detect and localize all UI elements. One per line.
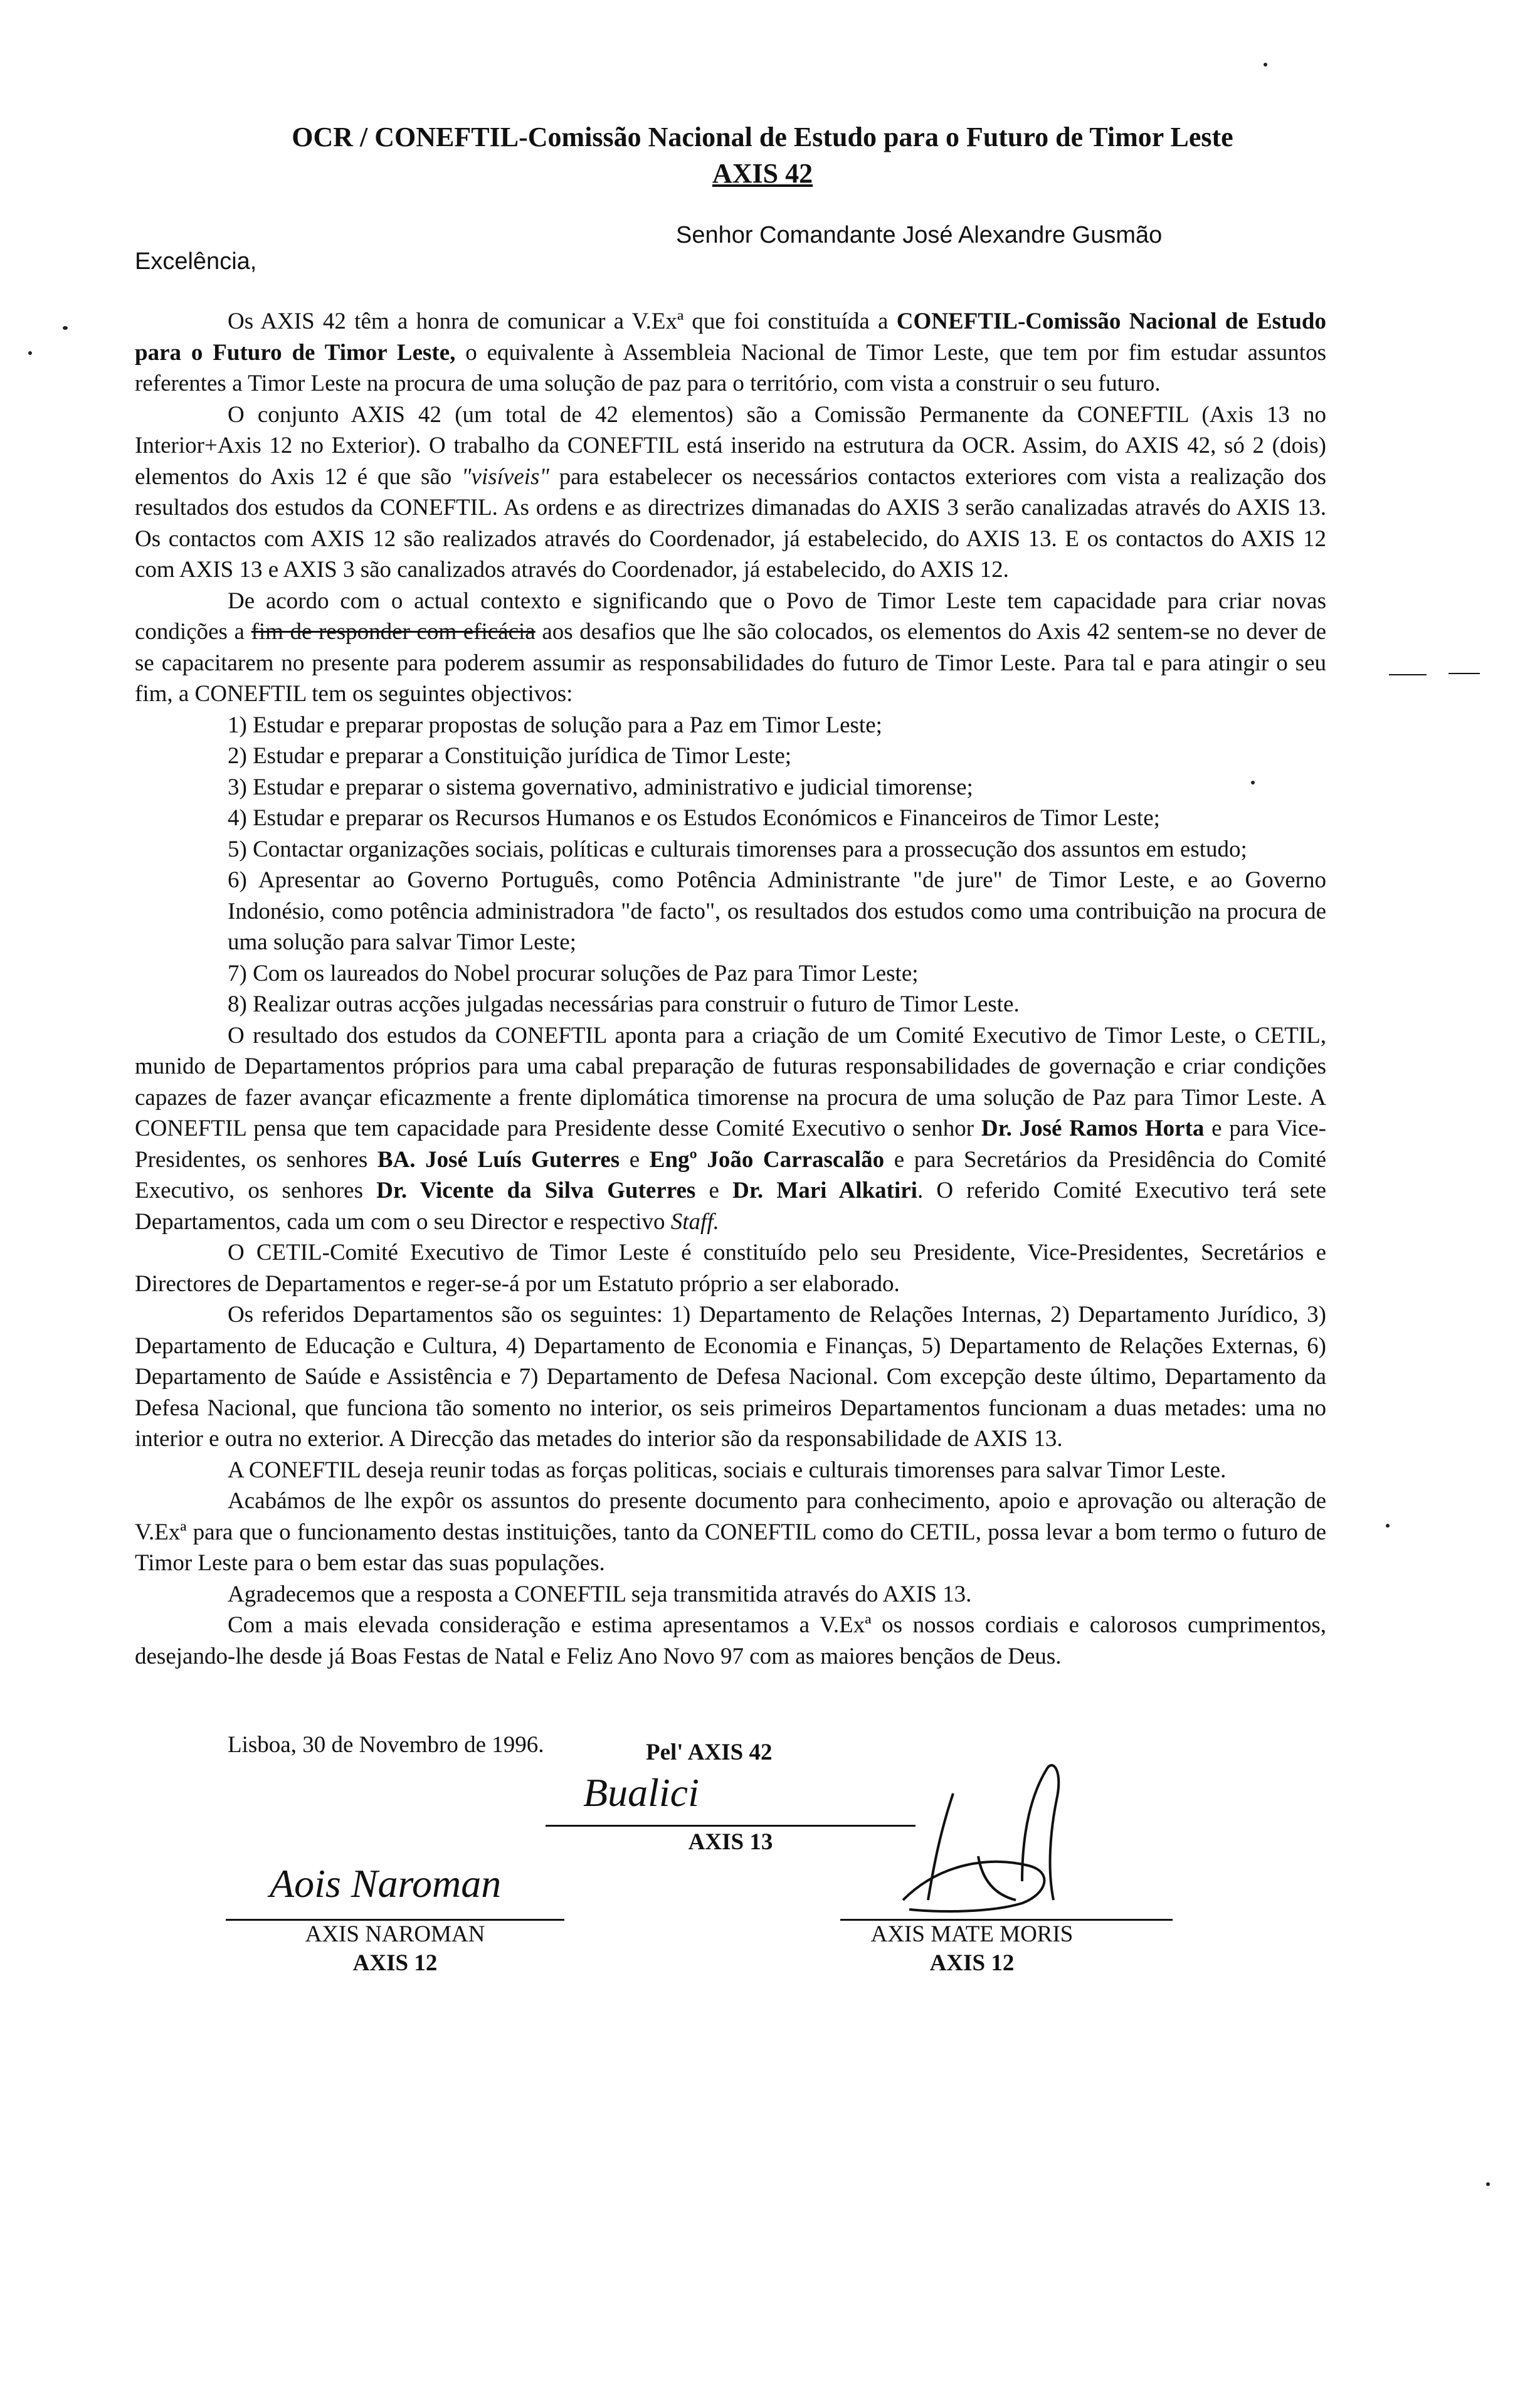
signature-naroman-script: Aois Naroman [270,1861,502,1906]
p2-visible-italic: "visíveis" [461,463,549,490]
sig-center-label: AXIS 13 [688,1829,773,1855]
p4-name-horta: Dr. José Ramos Horta [981,1116,1205,1141]
p4-text-f: . O referido Comité Executivo terá sete Departamentos, cada um com o seu Director e respectivo [135,1178,1327,1235]
objective-item: 2) Estudar e preparar a Constituição jurídica de Timor Leste; [228,743,792,769]
p4-text-c: e [629,1146,640,1173]
paragraph-7: A CONEFTIL deseja reunir todas as forças politicas, sociais e culturais timorenses para salvar Timor Leste. [228,1457,1227,1483]
signature-naroman [270,1856,583,1913]
p4-text-b: e para Vice-Presidentes, os senhores [135,1116,1326,1173]
p2-text-a: O conjunto AXIS 42 (um total de 42 elementos) são a Comissão Permanente da CONEFTIL (Axis 13 no Interior+Axis 12 no Exterior). O trabalho da CONEFTIL está inserido na estrutura da OCR. Assim, do AXIS 42, só 2 (dois) elementos do Axis 12 é que são [135,401,1326,490]
scan-speck [28,351,32,355]
p1-text-c: o equivalente à Assembleia Nacional de Timor Leste, que tem por fim estudar assuntos referentes a Timor Leste na procura de uma solução de paz para o território, com vista a construir o seu futuro. [135,339,1326,396]
objective-item: 4) Estudar e preparar os Recursos Humanos e os Estudos Económicos e Financeiros de Timor Leste; [228,805,1160,831]
document-title: OCR / CONEFTIL-Comissão Nacional de Estudo para o Futuro de Timor Leste [292,122,1233,152]
objective-item: 8) Realizar outras acções julgadas necessárias para construir o futuro de Timor Leste. [228,991,1020,1017]
signature-axis13 [577,1770,865,1820]
paragraph-4 [135,1020,1326,1238]
scan-speck [63,326,68,330]
paragraph-5: O CETIL-Comité Executivo de Timor Leste é constituído pelo seu Presidente, Vice-Presidentes, Secretários e Directores de Departamentos e reger-se-á por um Estatuto próprio a ser elaborado. [135,1240,1326,1297]
objective-item: 5) Contactar organizações sociais, políticas e culturais timorenses para a prossecução dos assuntos em estudo; [228,836,1247,862]
objective-item: 1) Estudar e preparar propostas de solução para a Paz em Timor Leste; [228,712,882,738]
on-behalf-label: Pel' AXIS 42 [646,1740,773,1765]
scan-speck [1251,781,1255,784]
paragraph-2 [135,399,1326,586]
signature-mate-moris [865,1756,1129,1931]
p3-struck-text: fim de responder com eficácia [251,619,536,645]
sig-right-label: AXIS 12 [929,1950,1015,1976]
objective-item: 6) Apresentar ao Governo Português, como Potência Administrante "de jure" de Timor Leste, e ao Governo Indonésio, como potência administradora "de facto", os resultados dos estudos como uma contribuição na procura de uma solução para salvar Timor Leste; [228,867,1326,955]
p3-text-b: aos desafios que lhe são colocados, os elementos do Axis 42 sentem-se no dever de se capacitarem no presente para poderem assumir as responsabilidades do futuro de Timor Leste. Para tal e para atingir o seu fim, a CONEFTIL tem os seguintes objectivos: [135,619,1327,707]
objective-item: 7) Com os laureados do Nobel procurar soluções de Paz para Timor Leste; [228,960,919,986]
letter-body [135,306,1326,1672]
paragraph-10: Com a mais elevada consideração e estima apresentamos a V.Exª os nossos cordiais e calorosos cumprimentos, desejando-lhe desde já Boas Festas de Natal e Feliz Ano Novo 97 com as maiores bençãos de Deus. [135,1612,1326,1669]
paragraph-9: Agradecemos que a resposta a CONEFTIL seja transmitida através do AXIS 13. [228,1581,972,1607]
p2-text-b: para estabelecer os necessários contactos exteriores com vista a realização dos resultados dos estudos da CONEFTIL. As ordens e as directrizes dimanadas do AXIS 3 serão canalizadas através do AXIS 13. Os contactos com AXIS 12 são realizados através do Coordenador, já estabelecido, do AXIS 13. E os contactos do AXIS 12 com AXIS 13 e AXIS 3 são canalizados através do Coordenador, já estabelecido, do AXIS 12. [135,463,1327,583]
sig-left-name: AXIS NAROMAN [305,1921,485,1947]
p4-name-vicente: Dr. Vicente da Silva Guterres [376,1178,696,1203]
scan-speck [1264,63,1267,66]
signature-line-center [546,1825,916,1827]
paragraph-6: Os referidos Departamentos são os seguintes: 1) Departamento de Relações Internas, 2) Departamento Jurídico, 3) Departamento de Educação e Cultura, 4) Departamento de Economia e Finanças, 5) Departamento de Relações Externas, 6) Departamento de Saúde e Assistência e 7) Departamento de Defesa Nacional. Com excepção deste último, Departamento da Defesa Nacional, que funciona tão somento no interior, os seis primeiros Departamentos funcionam a duas metades: uma no interior e outra no exterior. A Direcção das metades do interior são da responsabilidade de AXIS 13. [135,1302,1326,1452]
scan-mark [1389,674,1427,675]
objective-item: 3) Estudar e preparar o sistema governativo, administrativo e judicial timorense; [228,774,973,800]
scan-speck [1386,1524,1390,1528]
p1-commission-name: CONEFTIL-Comissão Nacional de Estudo para o Futuro de Timor Leste, [135,309,1326,366]
scan-mark [1448,673,1480,674]
sig-right-name: AXIS MATE MORIS [870,1921,1074,1947]
p1-text-a: Os AXIS 42 têm a honra de comunicar a V.Exª que foi constituída a [228,309,897,334]
sig-left-label: AXIS 12 [352,1950,438,1976]
place-date: Lisboa, 30 de Novembro de 1996. [228,1732,544,1758]
p4-text-a: O resultado dos estudos da CONEFTIL aponta para a criação de um Comité Executivo de Timor Leste, o CETIL, munido de Departamentos próprios para uma cabal preparação de futuras responsabilidades de governação e criar condições capazes de fazer avançar eficazmente a frente diplomática timorense na procura de uma solução de Paz para Timor Leste. A CONEFTIL pensa que tem capacidade para Presidente desse Comité Executivo o senhor [135,1022,1326,1141]
salutation: Excelência, [135,248,257,275]
scan-speck [1486,2182,1490,2186]
document-subtitle: AXIS 42 [712,158,813,189]
closing-block [0,1731,1525,1982]
p4-staff-italic: Staff. [670,1208,719,1235]
p4-name-alkatiri: Dr. Mari Alkatiri [732,1178,917,1203]
paragraph-8: Acabámos de lhe expôr os assuntos do presente documento para conhecimento, apoio e aprovação ou alteração de V.Exª para que o funcionamento destas instituições, tanto da CONEFTIL como do CETIL, possa levar a bom termo o futuro de Timor Leste para o bem estar das suas populações. [135,1488,1326,1576]
p4-name-guterres: BA. José Luís Guterres [377,1146,620,1173]
p3-text-a: De acordo com o actual contexto e significando que o Povo de Timor Leste tem capacidade para criar novas condições a [135,588,1326,645]
paragraph-1 [135,306,1326,399]
signature-axis13-script: Bualici [583,1770,699,1815]
p4-text-e: e [709,1178,719,1203]
p4-name-carrascalao: Engº João Carrascalão [649,1146,885,1173]
addressee: Senhor Comandante José Alexandre Gusmão [676,222,1163,248]
paragraph-3 [135,586,1326,710]
p4-text-d: e para Secretários da Presidência do Comité Executivo, os senhores [135,1146,1327,1203]
